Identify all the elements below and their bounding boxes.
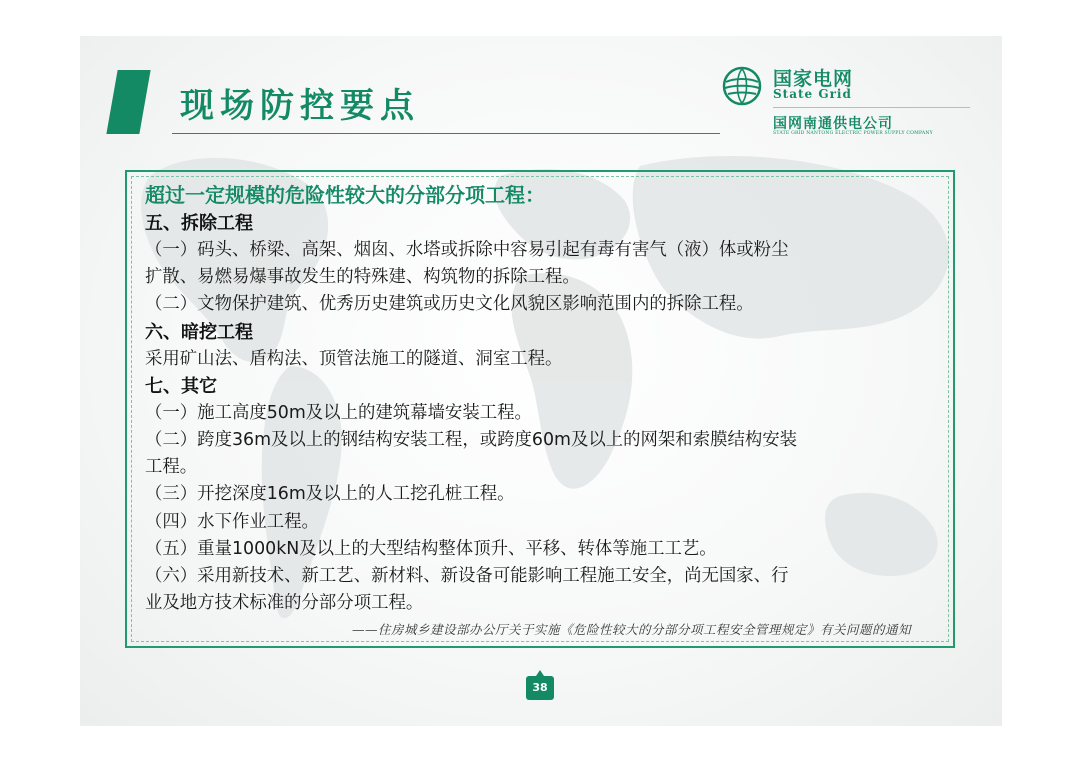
section-title-demolition: 五、拆除工程 <box>145 213 253 234</box>
source-citation: ——住房城乡建设部办公厅关于实施《危险性较大的分部分项工程安全管理规定》有关问题的通知 <box>351 622 911 637</box>
text-line: 业及地方技术标准的分部分项工程。 <box>145 593 424 614</box>
text-line: （三）开挖深度16m及以上的人工挖孔桩工程。 <box>145 484 515 505</box>
text-line: （五）重量1000kN及以上的大型结构整体顶升、平移、转体等施工工艺。 <box>145 538 717 559</box>
section-title-tunneling: 六、暗挖工程 <box>145 321 253 343</box>
text-line: 工程。 <box>145 457 198 478</box>
slide <box>80 36 1002 726</box>
page-title: 现场防控要点 <box>180 86 420 126</box>
content-text <box>145 180 941 617</box>
section-title-other: 七、其它 <box>145 375 217 397</box>
text-line: 扩散、易燃易爆事故发生的特殊建、构筑物的拆除工程。 <box>145 267 580 288</box>
text-line: （一）施工高度50m及以上的建筑幕墙安装工程。 <box>145 402 532 423</box>
logo-name-cn: 国家电网 <box>773 68 854 90</box>
state-grid-logo-icon <box>722 66 762 106</box>
company-name-cn: 国网南通供电公司 <box>773 116 893 132</box>
page-number-badge: 38 <box>526 676 554 700</box>
logo-divider <box>773 107 970 108</box>
text-line: 采用矿山法、盾构法、顶管法施工的隧道、洞室工程。 <box>145 348 563 369</box>
text-line: （六）采用新技术、新工艺、新材料、新设备可能影响工程施工安全，尚无国家、行 <box>145 565 789 586</box>
company-name-en: STATE GRID NANTONG ELECTRIC POWER SUPPLY COMPANY <box>773 131 933 136</box>
text-line: （二）跨度36m及以上的钢结构安装工程，或跨度60m及以上的网架和索膜结构安装 <box>145 429 798 450</box>
text-line: （四）水下作业工程。 <box>145 511 319 532</box>
content-box <box>125 170 955 648</box>
text-line: （二）文物保护建筑、优秀历史建筑或历史文化风貌区影响范围内的拆除工程。 <box>145 294 754 315</box>
title-underline <box>172 133 720 134</box>
content-heading: 超过一定规模的危险性较大的分部分项工程： <box>145 183 545 207</box>
text-line: （一）码头、桥梁、高架、烟囱、水塔或拆除中容易引起有毒有害气（液）体或粉尘 <box>145 240 789 260</box>
logo-name-en: State Grid <box>773 87 852 101</box>
